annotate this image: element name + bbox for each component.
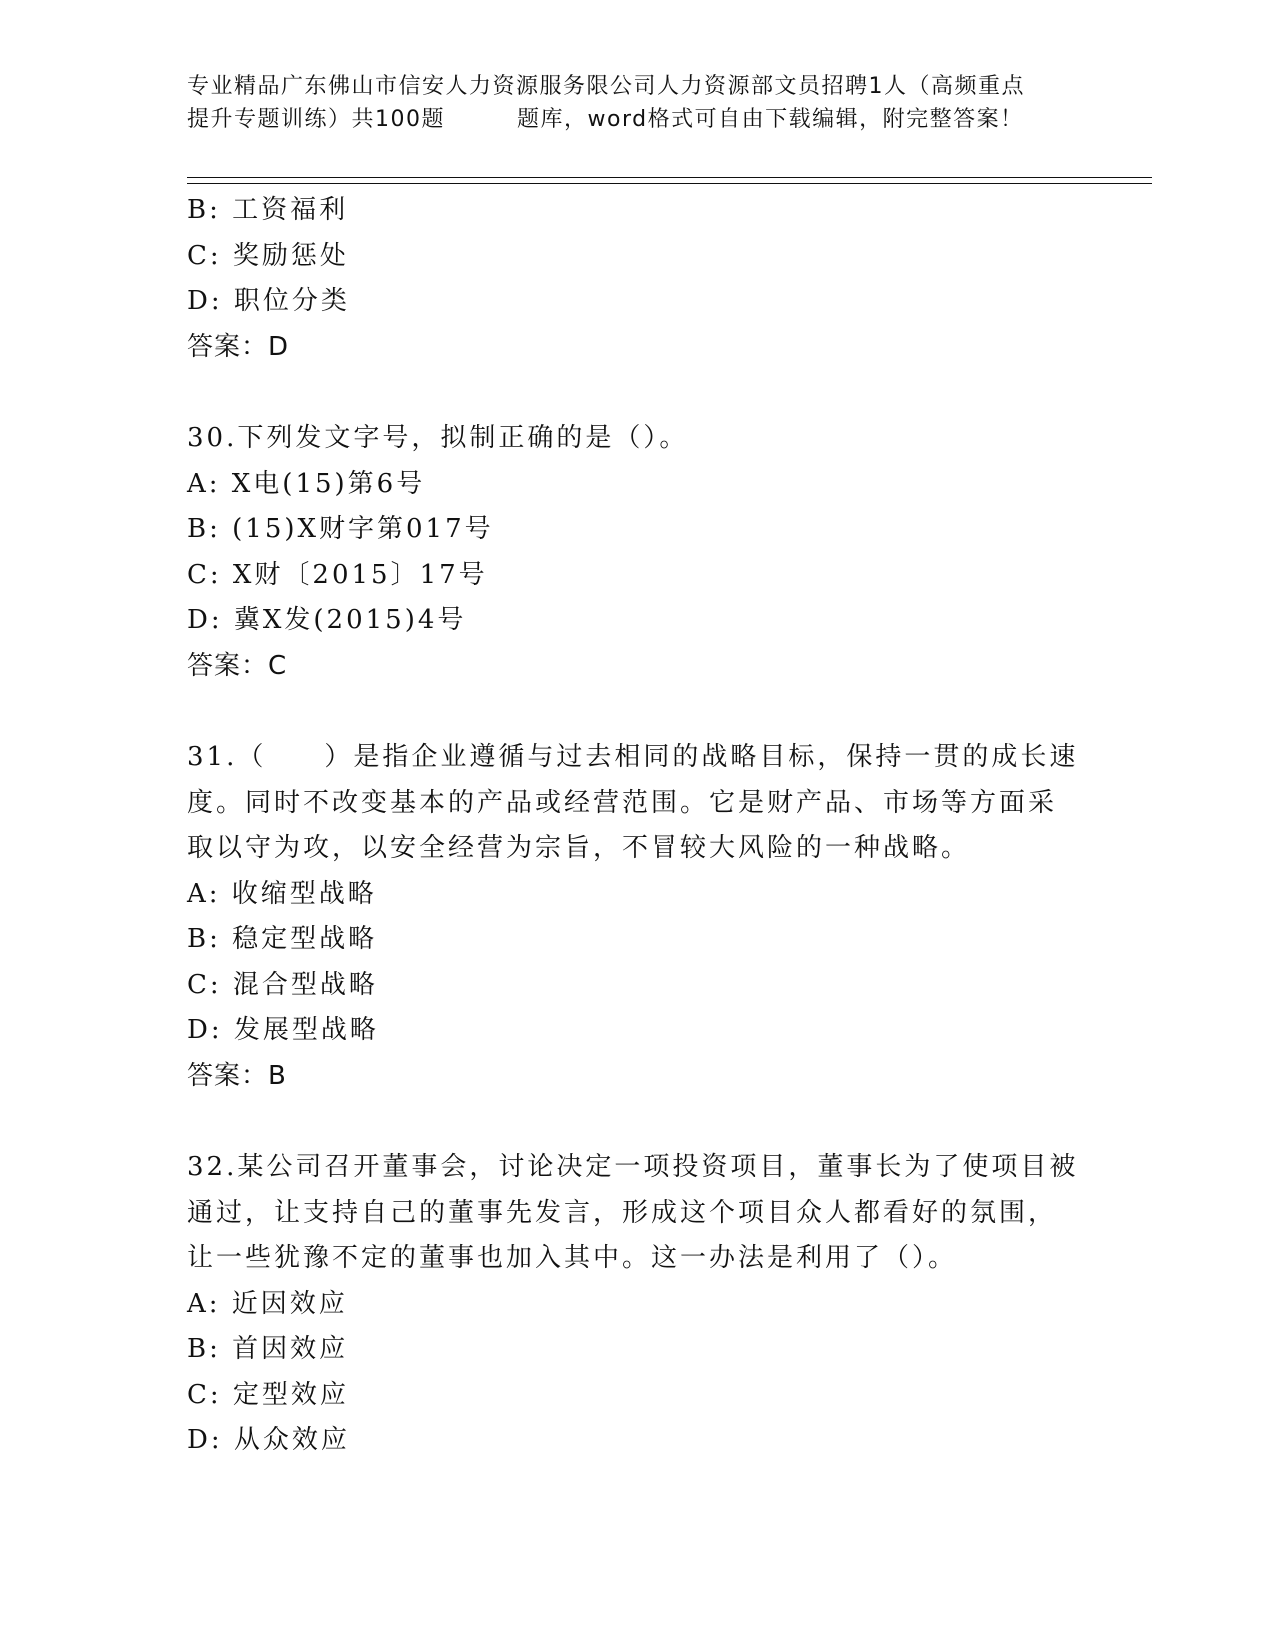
answer: 答案：C <box>187 650 288 681</box>
header-line-1: 专业精品广东佛山市信安人力资源服务限公司人力资源部文员招聘1人（高频重点 <box>187 74 1025 99</box>
question-stem-line: 通过，让支持自己的董事先发言，形成这个项目众人都看好的氛围， <box>187 1197 1058 1228</box>
option-b: B: 稳定型战略 <box>187 924 378 954</box>
header-rule-top <box>187 177 1152 178</box>
document-body <box>187 188 1087 1464</box>
question-stem-line: 31.（ ）是指企业遵循与过去相同的战略目标，保持一贯的成长速 <box>187 742 1079 772</box>
question-stem-line: 取以守为攻，以安全经营为宗旨，不冒较大风险的一种战略。 <box>187 833 971 863</box>
option-d: D: 冀X发(2015)4号 <box>187 605 467 635</box>
option-d: D: 职位分类 <box>187 286 350 316</box>
question-stem-line: 让一些犹豫不定的董事也加入其中。这一办法是利用了（）。 <box>187 1243 958 1273</box>
option-d: D: 发展型战略 <box>187 1015 379 1045</box>
option-b: B: 工资福利 <box>187 195 349 225</box>
header-line-2 <box>187 103 1087 136</box>
header-line-2-right: 题库，word格式可自由下载编辑，附完整答案！ <box>517 107 1024 132</box>
question-29-tail <box>187 188 1087 370</box>
option-c: C: 定型效应 <box>187 1379 349 1410</box>
answer: 答案：D <box>187 331 290 362</box>
header-line-2-left: 提升专题训练）共100题 <box>187 107 445 132</box>
option-b: B: (15)X财字第017号 <box>187 514 494 544</box>
option-b: B: 首因效应 <box>187 1334 349 1364</box>
option-a: A: 近因效应 <box>187 1288 348 1319</box>
question-30 <box>187 416 1087 689</box>
question-stem-line: 度。同时不改变基本的产品或经营范围。它是财产品、市场等方面采 <box>187 787 1058 818</box>
option-c: C: X财〔2015〕17号 <box>187 559 488 590</box>
question-stem: 30.下列发文字号，拟制正确的是（）。 <box>187 423 689 453</box>
option-a: A: 收缩型战略 <box>187 878 377 909</box>
option-c: C: 奖励惩处 <box>187 240 349 271</box>
option-a: A: X电(15)第6号 <box>187 468 426 499</box>
header-rule-bottom <box>187 183 1152 184</box>
document-header <box>187 70 1087 136</box>
option-c: C: 混合型战略 <box>187 969 378 1000</box>
option-d: D: 从众效应 <box>187 1425 350 1455</box>
answer: 答案：B <box>187 1060 287 1091</box>
question-stem-line: 32.某公司召开董事会，讨论决定一项投资项目，董事长为了使项目被 <box>187 1152 1079 1182</box>
question-32 <box>187 1145 1087 1464</box>
question-31 <box>187 735 1087 1099</box>
